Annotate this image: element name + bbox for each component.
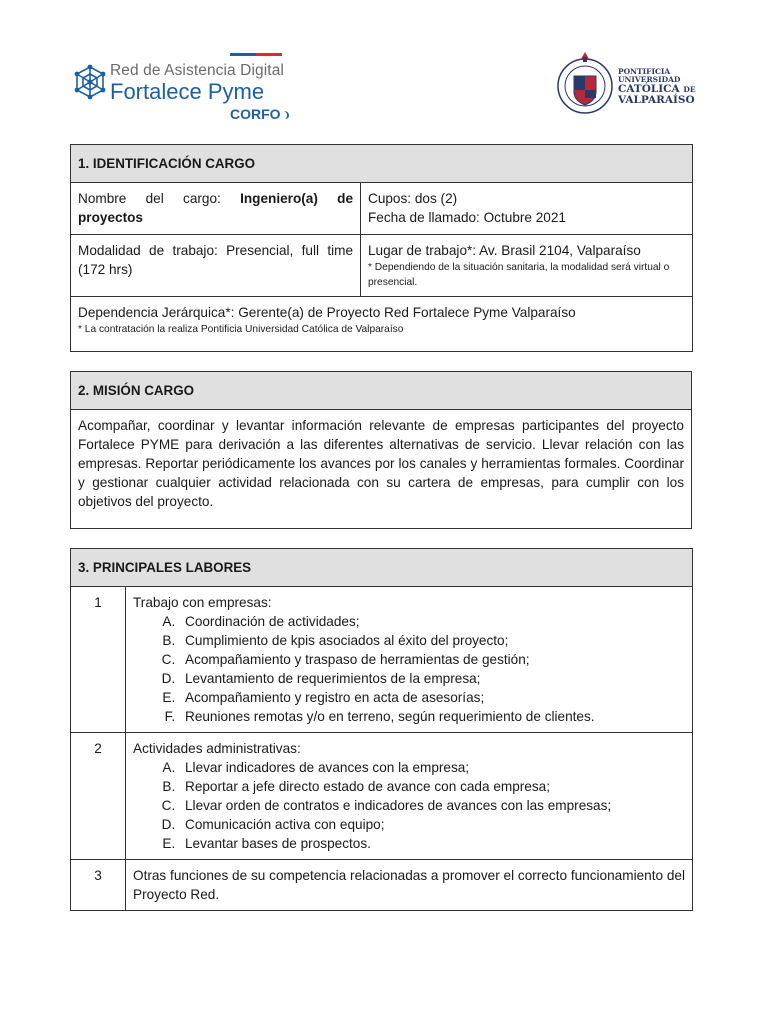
list-item: A. Llevar indicadores de avances con la empresa; xyxy=(179,758,685,777)
pucv-logo xyxy=(556,50,706,120)
labor-content: Otras funciones de su competencia relacionadas a promover el correcto funcionamiento del Proyecto Red. xyxy=(126,860,693,911)
list-item: F. Reuniones remotas y/o en terreno, según requerimiento de clientes. xyxy=(179,707,685,726)
university-name-line1: PONTIFICIA xyxy=(618,67,671,76)
network-globe-icon xyxy=(72,64,108,100)
lugar-note: * Dependiendo de la situación sanitaria, la modalidad será virtual o presencial. xyxy=(368,262,670,288)
nombre-cargo-value: Ingeniero(a) de proyectos xyxy=(78,191,353,225)
nombre-cargo-cell xyxy=(71,183,361,235)
university-name-line3: CATÓLICA xyxy=(618,82,680,95)
section-identificacion-table xyxy=(70,144,693,352)
dependencia-note: * La contratación la realiza Pontificia Universidad Católica de Valparaíso xyxy=(78,324,404,335)
dependencia-text: Dependencia Jerárquica*: Gerente(a) de Proyecto Red Fortalece Pyme Valparaíso xyxy=(78,305,576,320)
university-name-de: DE xyxy=(683,84,696,94)
university-name xyxy=(618,68,696,106)
list-item: A. Coordinación de actividades; xyxy=(179,612,685,631)
logo-brand-name: Fortalece Pyme xyxy=(110,79,265,104)
labor-heading: Actividades administrativas: xyxy=(133,741,301,756)
corfo-text: CORFO xyxy=(230,106,281,122)
university-name-line4: VALPARAÍSO xyxy=(618,93,695,106)
corfo-swirl-icon xyxy=(282,110,292,120)
nombre-cargo-label: Nombre del cargo: xyxy=(78,191,221,206)
mision-text: Acompañar, coordinar y levantar información relevante de empresas participantes del proyecto Fortalece PYME para derivación a las diferentes alternativas de servicio. Llevar relación con las empresas. Reportar periódicamente los avances por los canales y herramientas formales. Coordinar y gestionar cualquier actividad relacionada con su cartera de empresas, para cumplir con los objetivos del proyecto. xyxy=(71,410,692,529)
labor-content xyxy=(126,733,693,860)
list-item: C. Llevar orden de contratos e indicadores de avances con las empresas; xyxy=(179,796,685,815)
list-item: C. Acompañamiento y traspaso de herramientas de gestión; xyxy=(179,650,685,669)
labor-row xyxy=(71,733,693,860)
section-2-title: 2. MISIÓN CARGO xyxy=(71,372,692,410)
labor-row xyxy=(71,860,693,911)
list-item: E. Levantar bases de prospectos. xyxy=(179,834,685,853)
section-mision-table xyxy=(70,371,692,529)
list-item: B. Reportar a jefe directo estado de avance con cada empresa; xyxy=(179,777,685,796)
section-1-title: 1. IDENTIFICACIÓN CARGO xyxy=(71,145,693,183)
modalidad-cell: Modalidad de trabajo: Presencial, full time (172 hrs) xyxy=(71,235,361,297)
section-3-title: 3. PRINCIPALES LABORES xyxy=(71,549,693,587)
fortalece-pyme-logo xyxy=(72,50,302,125)
labor-items-list xyxy=(133,758,685,853)
labor-content xyxy=(126,587,693,733)
university-seal-icon xyxy=(556,50,614,118)
logo-tagline: Red de Asistencia Digital xyxy=(110,62,284,79)
section-labores-table xyxy=(70,548,693,911)
labor-heading: Trabajo con empresas: xyxy=(133,595,272,610)
list-item: E. Acompañamiento y registro en acta de asesorías; xyxy=(179,688,685,707)
labor-number: 1 xyxy=(71,587,126,733)
chile-flag-stripe xyxy=(230,53,282,56)
cupos-cell xyxy=(361,183,693,235)
labor-number: 3 xyxy=(71,860,126,911)
lugar-cell xyxy=(361,235,693,297)
labor-row xyxy=(71,587,693,733)
university-name-line2: UNIVERSIDAD xyxy=(618,74,681,84)
dependencia-cell xyxy=(71,297,693,352)
list-item: B. Cumplimiento de kpis asociados al éxito del proyecto; xyxy=(179,631,685,650)
corfo-wordmark xyxy=(230,106,292,122)
list-item: D. Comunicación activa con equipo; xyxy=(179,815,685,834)
fecha-llamado-text: Fecha de llamado: Octubre 2021 xyxy=(368,210,566,225)
cupos-text: Cupos: dos (2) xyxy=(368,191,458,206)
labor-number: 2 xyxy=(71,733,126,860)
labor-items-list xyxy=(133,612,685,726)
list-item: D. Levantamiento de requerimientos de la empresa; xyxy=(179,669,685,688)
lugar-trabajo-text: Lugar de trabajo*: Av. Brasil 2104, Valparaíso xyxy=(368,243,641,258)
